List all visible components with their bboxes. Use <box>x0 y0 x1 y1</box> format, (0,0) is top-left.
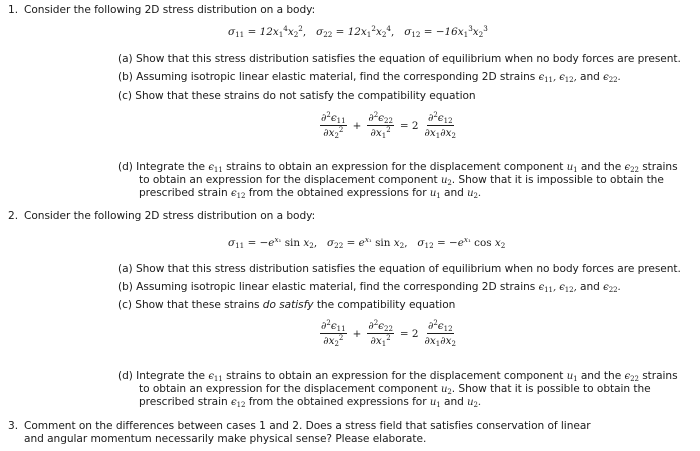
problem-3-line-2: and angular momentum necessarily make physical sense? Please elaborate. <box>24 433 427 445</box>
problem-2-part-d-line-2: to obtain an expression for the displacement component $u_2$. Show that it is possible to obtain the <box>139 383 651 396</box>
part-text: Show that these strains do not satisfy the compatibility equation <box>135 90 476 102</box>
part-text: Show that these strains <box>135 299 260 311</box>
part-label: (a) <box>118 53 133 65</box>
problem-2-part-a <box>118 263 681 276</box>
problem-1-part-b: (b) Assuming isotropic linear elastic material, find the corresponding 2D strains $\epsilon_{11}$, $\epsilon_{12}$, and $\epsilon_{22}$. <box>118 71 621 84</box>
part-text: and <box>580 71 600 83</box>
problem-2-part-c <box>118 299 455 312</box>
part-text: Show that this stress distribution satisfies the equation of equilibrium when no body forces are present. <box>135 263 681 275</box>
problem-1-part-a <box>118 53 681 66</box>
part-label: (c) <box>118 299 132 311</box>
problem-2-part-b: (b) Assuming isotropic linear elastic material, find the corresponding 2D strains $\epsilon_{11}$, $\epsilon_{12}$, and $\epsilon_{22}$. <box>118 281 621 294</box>
part-text-emphasis: do satisfy <box>262 299 314 311</box>
part-text: Show that this stress distribution satisfies the equation of equilibrium when no body forces are present. <box>135 53 681 65</box>
part-text: and <box>580 281 600 293</box>
problem-1-part-d-line-1: (d) Integrate the $\epsilon_{11}$ strains to obtain an expression for the displacement component $u_1$ and the $\epsilon_{22}$ strains <box>118 161 678 174</box>
problem-1-stress-equation: $\sigma_{11} = 12x_1^4x_2^2$, $\sigma_{22} = 12x_1^2x_2^4$, $\sigma_{12} = -16x_1^3x_2^3$ <box>228 24 488 39</box>
part-label: (d) <box>118 370 133 382</box>
problem-3-line-1: Comment on the differences between cases 1 and 2. Does a stress field that satisfies conservation of linear <box>24 420 591 432</box>
problem-2-stress-equation: $\sigma_{11} = -e^{x_1}$ $\sin x_2$, $\sigma_{22} = e^{x_1}$ $\sin x_2$, $\sigma_{12} = -e^{x_1}$ $\cos x_2$ <box>228 235 506 250</box>
problem-3-number: 3. <box>8 420 19 432</box>
problem-1-part-d-line-2: to obtain an expression for the displacement component $u_2$. Show that it is impossible to obtain the <box>139 174 664 187</box>
problem-2-part-d-line-1: (d) Integrate the $\epsilon_{11}$ strains to obtain an expression for the displacement component $u_1$ and the $\epsilon_{22}$ strains <box>118 370 678 383</box>
part-label: (a) <box>118 263 133 275</box>
problem-2-compatibility-equation: $\frac{\partial^2\epsilon_{11}}{\partial x_2^2}$ + $\frac{\partial^2\epsilon_{22}}{\partial x_1^2}$ = 2 $\frac{\partial^2\epsilon_{12}}{\partial x_1\partial x_2}$ <box>321 319 456 348</box>
part-label: (c) <box>118 90 132 102</box>
part-text: Assuming isotropic linear elastic material, find the corresponding 2D strains <box>136 71 536 83</box>
problem-2-part-d-line-3: prescribed strain $\epsilon_{12}$ from the obtained expressions for $u_1$ and $u_2$. <box>139 396 482 409</box>
problem-1-part-d-line-3: prescribed strain $\epsilon_{12}$ from the obtained expressions for $u_1$ and $u_2$. <box>139 187 482 200</box>
part-text: Assuming isotropic linear elastic material, find the corresponding 2D strains <box>136 281 536 293</box>
problem-2-number: 2. <box>8 210 19 222</box>
problem-1-number: 1. <box>8 4 19 16</box>
part-label: (b) <box>118 71 133 83</box>
problem-1-part-c <box>118 90 476 103</box>
part-label: (b) <box>118 281 133 293</box>
problem-2-intro: Consider the following 2D stress distribution on a body: <box>24 210 316 222</box>
part-label: (d) <box>118 161 133 173</box>
problem-1-intro: Consider the following 2D stress distribution on a body: <box>24 4 316 16</box>
part-text: the compatibility equation <box>316 299 456 311</box>
problem-1-compatibility-equation: $\frac{\partial^2\epsilon_{11}}{\partial x_2^2}$ + $\frac{\partial^2\epsilon_{22}}{\partial x_1^2}$ = 2 $\frac{\partial^2\epsilon_{12}}{\partial x_1\partial x_2}$ <box>321 111 456 140</box>
